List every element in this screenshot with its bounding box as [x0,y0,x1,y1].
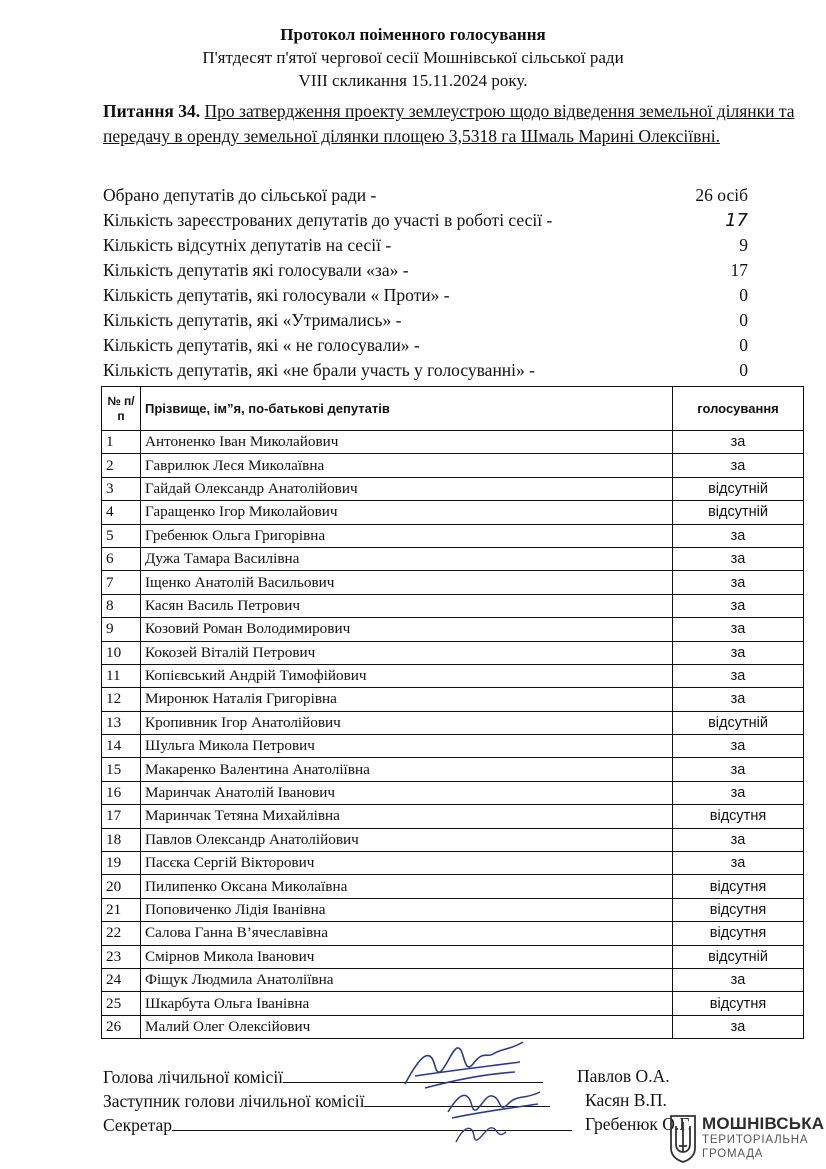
table-row [102,594,804,617]
deputy-name: Гаврилюк Леся Миколаївна [141,454,673,477]
deputy-name: Макаренко Валентина Анатоліївна [141,758,673,781]
row-number: 10 [102,641,141,664]
table-row [102,758,804,781]
row-number: 5 [102,524,141,547]
stat-label: Обрано депутатів до сільської ради - [103,185,377,205]
deputy-name: Іщенко Анатолій Васильович [141,571,673,594]
stat-value: 0 [739,360,748,380]
signature-role: Секретар [103,1115,173,1135]
table-row [102,735,804,758]
row-number: 3 [102,477,141,500]
row-number: 18 [102,828,141,851]
row-number: 1 [102,431,141,454]
vote-value: за [673,594,804,617]
vote-value: за [673,688,804,711]
row-number: 20 [102,875,141,898]
row-number: 12 [102,688,141,711]
vote-value: за [673,968,804,991]
stat-value: 26 осіб [695,185,748,205]
logo-line-3: ГРОМАДА [702,1148,764,1160]
deputy-name: Гаращенко Ігор Миколайович [141,501,673,524]
row-number: 13 [102,711,141,734]
stat-label: Кількість депутатів, які голосували « Проти» - [103,285,450,305]
stat-value: 17 [730,260,748,280]
vote-value: відсутня [673,875,804,898]
row-number: 22 [102,922,141,945]
table-row [102,501,804,524]
deputy-name: Шульга Микола Петрович [141,735,673,758]
deputy-name: Шкарбута Ольга Іванівна [141,992,673,1015]
stat-row [103,285,803,309]
table-row [102,898,804,921]
row-number: 14 [102,735,141,758]
signature-role: Голова лічильної комісії [103,1067,284,1087]
vote-value: за [673,454,804,477]
vote-value: за [673,641,804,664]
vote-value: за [673,571,804,594]
signature-name: Гребенюк О.Г. [585,1114,692,1134]
stat-label: Кількість зареєстрованих депутатів до участі в роботі сесії - [103,210,553,230]
vote-value: за [673,735,804,758]
table-row [102,945,804,968]
session-line: П'ятдесят п'ятої чергової сесії Мошнівської сільської ради [202,48,624,67]
deputy-name: Гребенюк Ольга Григорівна [141,524,673,547]
signature-name: Павлов О.А. [577,1066,670,1086]
vote-value: відсутня [673,992,804,1015]
table-row [102,571,804,594]
table-row [102,524,804,547]
col-header-number: № п/п [102,387,141,431]
vote-value: за [673,781,804,804]
row-number: 15 [102,758,141,781]
table-row [102,664,804,687]
signature-role: Заступник голови лічильної комісії [103,1091,365,1111]
stat-row [103,235,803,259]
vote-value: за [673,664,804,687]
table-row [102,477,804,500]
table-row [102,992,804,1015]
vote-value: за [673,524,804,547]
trident-emblem-icon [668,1112,698,1164]
vote-value: за [673,1015,804,1038]
table-row [102,711,804,734]
stat-value: 0 [739,285,748,305]
deputy-name: Касян Василь Петрович [141,594,673,617]
vote-value: за [673,431,804,454]
community-logo [666,1112,826,1169]
deputy-name: Смірнов Микола Іванович [141,945,673,968]
row-number: 17 [102,805,141,828]
deputy-name: Маринчак Тетяна Михайлівна [141,805,673,828]
deputy-name: Козовий Роман Володимирович [141,618,673,641]
row-number: 8 [102,594,141,617]
handwritten-signature-secretary [450,1118,510,1152]
deputy-name: Копієвський Андрій Тимофійович [141,664,673,687]
vote-value: відсутня [673,805,804,828]
deputy-name: Дужа Тамара Василівна [141,547,673,570]
table-row [102,454,804,477]
logo-line-2: ТЕРИТОРІАЛЬНА [702,1134,809,1146]
row-number: 4 [102,501,141,524]
vote-value: відсутній [673,711,804,734]
stat-label: Кількість депутатів які голосували «за» - [103,260,409,280]
stat-value: 0 [739,335,748,355]
document-title: Протокол поіменного голосування [280,25,546,44]
table-row [102,547,804,570]
deputy-name: Антоненко Іван Миколайович [141,431,673,454]
deputy-name: Фіщук Людмила Анатоліївна [141,968,673,991]
deputy-name: Малий Олег Олексійович [141,1015,673,1038]
stat-row [103,310,803,334]
vote-value: відсутня [673,922,804,945]
stat-row [103,185,803,209]
row-number: 6 [102,547,141,570]
table-row [102,781,804,804]
col-header-vote: голосування [673,387,804,431]
stat-label: Кількість депутатів, які «не брали участь у голосуванні» - [103,360,535,380]
vote-value: відсутній [673,945,804,968]
question-text: Про затвердження проекту землеустрою щодо відведення земельної ділянки та передачу в оренду земельної ділянки площею 3,5318 га Шмаль Марині Олексіївні. [103,101,795,146]
table-row [102,852,804,875]
question-block [103,99,803,149]
row-number: 9 [102,618,141,641]
table-row [102,922,804,945]
stat-label: Кількість депутатів, які « не голосували» - [103,335,420,355]
vote-value: за [673,828,804,851]
vote-value: за [673,547,804,570]
stat-row [103,335,803,359]
table-row [102,641,804,664]
row-number: 2 [102,454,141,477]
row-number: 7 [102,571,141,594]
table-row [102,875,804,898]
stat-value-handwritten: 17 [725,210,748,231]
vote-value: відсутня [673,898,804,921]
row-number: 19 [102,852,141,875]
stat-row [103,360,803,384]
col-header-name: Прізвище, ім”я, по-батькові депутатів [141,387,673,431]
question-number: Питання 34. [103,101,201,121]
row-number: 11 [102,664,141,687]
vote-value: за [673,618,804,641]
deputy-name: Салова Ганна В’ячеславівна [141,922,673,945]
table-row [102,688,804,711]
table-row [102,805,804,828]
vote-value: за [673,852,804,875]
convocation-date-line: VIII скликання 15.11.2024 року. [298,71,528,90]
row-number: 23 [102,945,141,968]
vote-table [101,386,804,1039]
table-row [102,968,804,991]
stat-row [103,260,803,284]
stat-value: 0 [739,310,748,330]
signature-name: Касян В.П. [585,1090,667,1110]
deputy-name: Миронюк Наталія Григорівна [141,688,673,711]
deputy-name: Кропивник Ігор Анатолійович [141,711,673,734]
stat-label: Кількість відсутніх депутатів на сесії - [103,235,392,255]
row-number: 16 [102,781,141,804]
vote-value: відсутній [673,501,804,524]
stat-label: Кількість депутатів, які «Утримались» - [103,310,402,330]
vote-value: за [673,758,804,781]
deputy-name: Пилипенко Оксана Миколаївна [141,875,673,898]
deputy-name: Кокозей Віталій Петрович [141,641,673,664]
logo-line-1: МОШНІВСЬКА [702,1114,825,1133]
row-number: 25 [102,992,141,1015]
table-row [102,618,804,641]
table-row [102,828,804,851]
vote-value: відсутній [673,477,804,500]
deputy-name: Маринчак Анатолій Іванович [141,781,673,804]
table-header-row [102,387,804,431]
deputy-name: Гайдай Олександр Анатолійович [141,477,673,500]
row-number: 26 [102,1015,141,1038]
stat-value: 9 [739,235,748,255]
table-row [102,431,804,454]
stat-row [103,210,803,234]
row-number: 21 [102,898,141,921]
deputy-name: Поповиченко Лідія Іванівна [141,898,673,921]
deputy-name: Пасєка Сергій Вікторович [141,852,673,875]
deputy-name: Павлов Олександр Анатолійович [141,828,673,851]
row-number: 24 [102,968,141,991]
